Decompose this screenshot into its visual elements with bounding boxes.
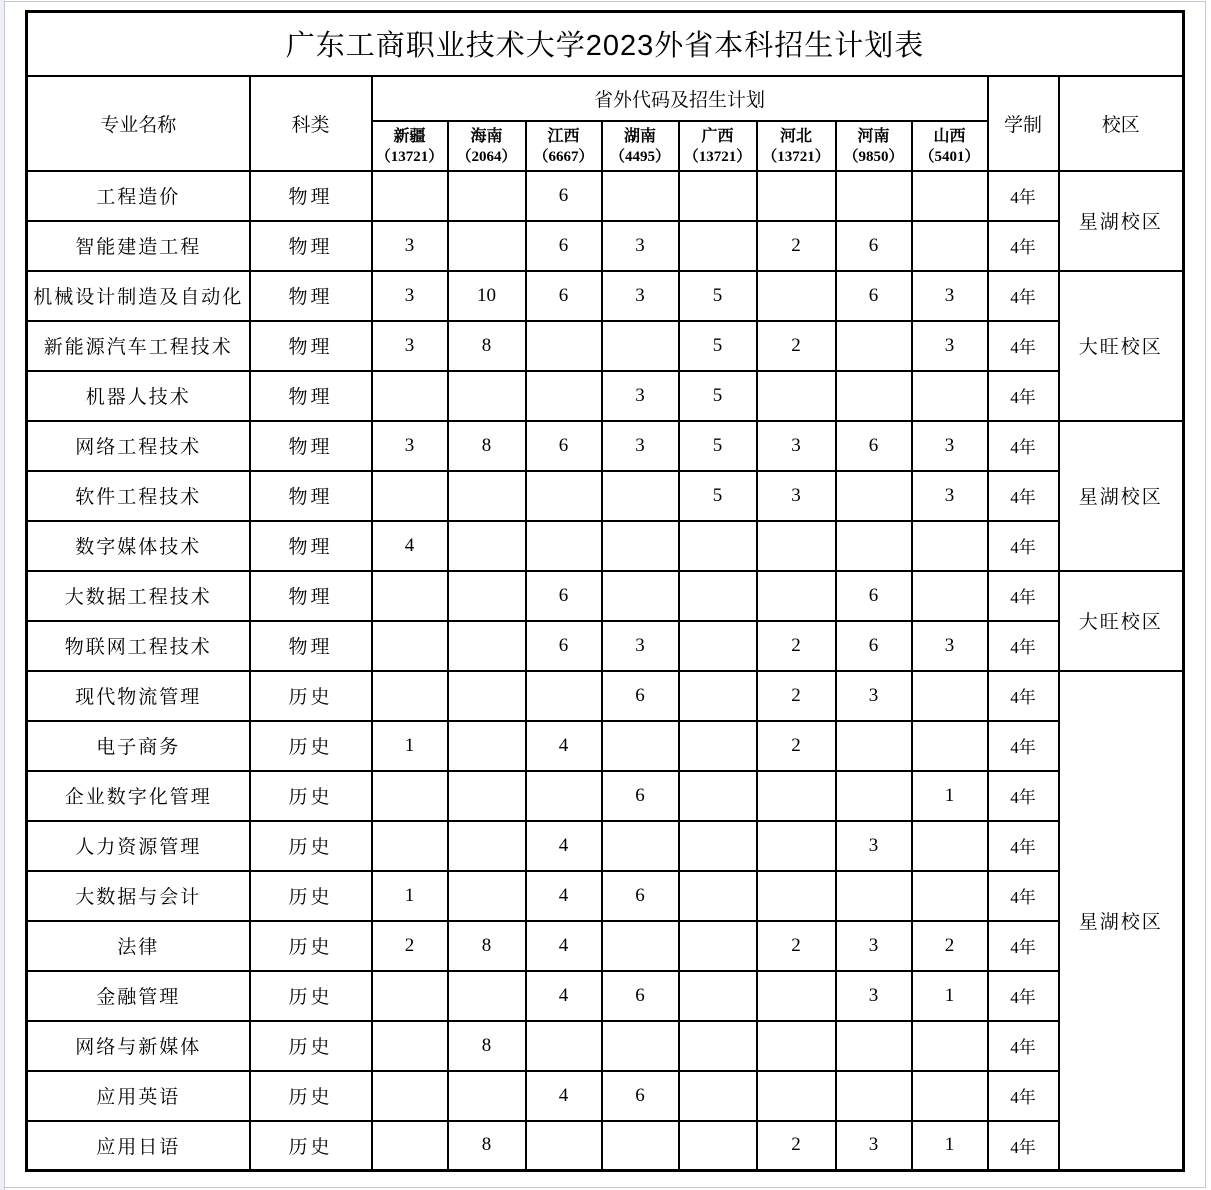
major-cell: 人力资源管理 bbox=[27, 821, 250, 871]
category-cell: 物理 bbox=[250, 421, 372, 471]
category-cell: 物理 bbox=[250, 471, 372, 521]
province-code: （4495） bbox=[609, 148, 670, 165]
plan-cell bbox=[757, 821, 836, 871]
table-row bbox=[27, 471, 1184, 521]
plan-cell bbox=[679, 671, 757, 721]
plan-cell: 8 bbox=[448, 1021, 526, 1071]
plan-cell bbox=[372, 471, 448, 521]
plan-cell: 4 bbox=[526, 821, 602, 871]
duration-cell: 4年 bbox=[988, 1071, 1059, 1121]
plan-cell bbox=[679, 971, 757, 1021]
category-cell: 历史 bbox=[250, 971, 372, 1021]
plan-cell: 6 bbox=[526, 621, 602, 671]
table-row bbox=[27, 621, 1184, 671]
plan-cell: 6 bbox=[526, 421, 602, 471]
plan-cell bbox=[836, 871, 912, 921]
plan-cell bbox=[448, 571, 526, 621]
plan-cell: 2 bbox=[757, 721, 836, 771]
header-row-1 bbox=[27, 76, 1184, 121]
plan-cell bbox=[372, 671, 448, 721]
plan-cell bbox=[448, 171, 526, 221]
duration-cell: 4年 bbox=[988, 871, 1059, 921]
major-cell: 电子商务 bbox=[27, 721, 250, 771]
plan-cell: 2 bbox=[757, 1121, 836, 1171]
plan-cell bbox=[679, 871, 757, 921]
plan-cell bbox=[448, 721, 526, 771]
plan-cell bbox=[912, 871, 988, 921]
category-cell: 历史 bbox=[250, 871, 372, 921]
plan-cell: 3 bbox=[372, 321, 448, 371]
duration-cell: 4年 bbox=[988, 1121, 1059, 1171]
plan-cell: 5 bbox=[679, 371, 757, 421]
plan-cell bbox=[679, 571, 757, 621]
duration-cell: 4年 bbox=[988, 721, 1059, 771]
plan-cell bbox=[372, 971, 448, 1021]
category-cell: 历史 bbox=[250, 921, 372, 971]
plan-cell: 8 bbox=[448, 321, 526, 371]
plan-cell bbox=[912, 671, 988, 721]
plan-cell bbox=[526, 371, 602, 421]
plan-cell bbox=[372, 171, 448, 221]
plan-cell: 3 bbox=[836, 1121, 912, 1171]
plan-cell bbox=[912, 821, 988, 871]
plan-cell: 3 bbox=[912, 421, 988, 471]
plan-cell bbox=[912, 1071, 988, 1121]
plan-cell bbox=[836, 471, 912, 521]
title-row bbox=[27, 12, 1184, 76]
plan-cell bbox=[836, 171, 912, 221]
plan-cell: 3 bbox=[912, 271, 988, 321]
plan-cell bbox=[679, 1021, 757, 1071]
plan-cell bbox=[679, 171, 757, 221]
plan-cell: 6 bbox=[602, 671, 679, 721]
admissions-table bbox=[25, 10, 1185, 1172]
duration-cell: 4年 bbox=[988, 621, 1059, 671]
table-row bbox=[27, 671, 1184, 721]
plan-cell bbox=[448, 671, 526, 721]
plan-cell bbox=[757, 171, 836, 221]
category-cell: 物理 bbox=[250, 171, 372, 221]
category-cell: 物理 bbox=[250, 221, 372, 271]
category-cell: 物理 bbox=[250, 621, 372, 671]
plan-cell bbox=[372, 771, 448, 821]
plan-cell bbox=[602, 171, 679, 221]
plan-cell bbox=[372, 571, 448, 621]
header-major: 专业名称 bbox=[27, 76, 250, 171]
plan-cell: 8 bbox=[448, 1121, 526, 1171]
plan-cell: 4 bbox=[526, 1071, 602, 1121]
major-cell: 新能源汽车工程技术 bbox=[27, 321, 250, 371]
plan-cell: 2 bbox=[757, 921, 836, 971]
plan-cell: 3 bbox=[602, 371, 679, 421]
table-row bbox=[27, 171, 1184, 221]
header-campus: 校区 bbox=[1059, 76, 1184, 171]
table-row bbox=[27, 571, 1184, 621]
plan-cell bbox=[448, 471, 526, 521]
plan-cell bbox=[448, 821, 526, 871]
plan-cell bbox=[836, 371, 912, 421]
plan-cell: 6 bbox=[836, 571, 912, 621]
plan-cell: 1 bbox=[372, 721, 448, 771]
plan-cell bbox=[602, 521, 679, 571]
province-code: （13721） bbox=[683, 148, 752, 165]
category-cell: 历史 bbox=[250, 671, 372, 721]
plan-cell bbox=[757, 571, 836, 621]
plan-cell bbox=[602, 321, 679, 371]
plan-cell bbox=[448, 521, 526, 571]
plan-cell bbox=[679, 771, 757, 821]
province-name: 广西 bbox=[701, 127, 734, 145]
major-cell: 数字媒体技术 bbox=[27, 521, 250, 571]
plan-cell: 5 bbox=[679, 471, 757, 521]
major-cell: 智能建造工程 bbox=[27, 221, 250, 271]
header-province-1 bbox=[372, 121, 448, 171]
campus-cell: 星湖校区 bbox=[1059, 671, 1184, 1171]
plan-cell bbox=[448, 871, 526, 921]
plan-cell: 6 bbox=[526, 171, 602, 221]
plan-cell bbox=[836, 1021, 912, 1071]
plan-cell: 2 bbox=[757, 621, 836, 671]
header-province-7 bbox=[836, 121, 912, 171]
plan-cell: 6 bbox=[602, 971, 679, 1021]
plan-cell: 3 bbox=[836, 971, 912, 1021]
plan-cell: 10 bbox=[448, 271, 526, 321]
major-cell: 应用日语 bbox=[27, 1121, 250, 1171]
plan-cell bbox=[602, 1121, 679, 1171]
plan-cell: 6 bbox=[836, 221, 912, 271]
province-code: （13721） bbox=[375, 148, 444, 165]
plan-cell bbox=[836, 321, 912, 371]
plan-cell: 3 bbox=[602, 421, 679, 471]
plan-cell bbox=[526, 1121, 602, 1171]
plan-cell: 1 bbox=[912, 1121, 988, 1171]
plan-cell: 1 bbox=[912, 971, 988, 1021]
category-cell: 历史 bbox=[250, 721, 372, 771]
province-name: 山西 bbox=[933, 127, 966, 145]
header-province-3 bbox=[526, 121, 602, 171]
duration-cell: 4年 bbox=[988, 771, 1059, 821]
duration-cell: 4年 bbox=[988, 821, 1059, 871]
duration-cell: 4年 bbox=[988, 321, 1059, 371]
plan-cell bbox=[602, 1021, 679, 1071]
plan-cell: 3 bbox=[372, 221, 448, 271]
plan-cell: 3 bbox=[836, 671, 912, 721]
plan-cell bbox=[526, 1021, 602, 1071]
plan-cell: 3 bbox=[912, 471, 988, 521]
plan-cell: 3 bbox=[912, 321, 988, 371]
plan-cell bbox=[836, 521, 912, 571]
plan-cell: 6 bbox=[836, 421, 912, 471]
category-cell: 历史 bbox=[250, 821, 372, 871]
province-name: 湖南 bbox=[623, 127, 656, 145]
major-cell: 网络与新媒体 bbox=[27, 1021, 250, 1071]
province-name: 江西 bbox=[547, 127, 580, 145]
plan-cell bbox=[526, 771, 602, 821]
category-cell: 物理 bbox=[250, 521, 372, 571]
major-cell: 应用英语 bbox=[27, 1071, 250, 1121]
plan-cell: 6 bbox=[836, 621, 912, 671]
plan-cell: 5 bbox=[679, 321, 757, 371]
province-name: 河南 bbox=[857, 127, 890, 145]
table-row bbox=[27, 371, 1184, 421]
duration-cell: 4年 bbox=[988, 171, 1059, 221]
plan-cell bbox=[912, 1021, 988, 1071]
plan-cell: 3 bbox=[602, 221, 679, 271]
plan-cell bbox=[757, 1021, 836, 1071]
category-cell: 物理 bbox=[250, 371, 372, 421]
plan-cell: 3 bbox=[372, 271, 448, 321]
plan-cell: 3 bbox=[372, 421, 448, 471]
plan-cell bbox=[912, 221, 988, 271]
plan-cell bbox=[448, 971, 526, 1021]
header-category: 科类 bbox=[250, 76, 372, 171]
province-name: 海南 bbox=[470, 127, 503, 145]
category-cell: 物理 bbox=[250, 271, 372, 321]
plan-cell bbox=[448, 221, 526, 271]
page-left-edge bbox=[0, 0, 5, 1190]
plan-cell: 2 bbox=[757, 221, 836, 271]
campus-cell: 星湖校区 bbox=[1059, 171, 1184, 271]
plan-cell bbox=[602, 921, 679, 971]
table-row bbox=[27, 871, 1184, 921]
plan-cell bbox=[679, 621, 757, 671]
province-code: （6667） bbox=[533, 148, 594, 165]
header-province-2 bbox=[448, 121, 526, 171]
province-code: （2064） bbox=[456, 148, 517, 165]
plan-cell bbox=[757, 521, 836, 571]
major-cell: 大数据工程技术 bbox=[27, 571, 250, 621]
major-cell: 工程造价 bbox=[27, 171, 250, 221]
plan-cell bbox=[912, 721, 988, 771]
province-code: （9850） bbox=[843, 148, 904, 165]
province-name: 河北 bbox=[779, 127, 812, 145]
table-row bbox=[27, 221, 1184, 271]
category-cell: 历史 bbox=[250, 771, 372, 821]
table-row bbox=[27, 421, 1184, 471]
plan-cell bbox=[757, 1071, 836, 1121]
plan-cell bbox=[836, 1071, 912, 1121]
duration-cell: 4年 bbox=[988, 521, 1059, 571]
plan-cell bbox=[836, 771, 912, 821]
plan-cell: 3 bbox=[757, 471, 836, 521]
header-province-4 bbox=[602, 121, 679, 171]
major-cell: 现代物流管理 bbox=[27, 671, 250, 721]
plan-cell bbox=[912, 371, 988, 421]
plan-cell bbox=[526, 671, 602, 721]
plan-cell bbox=[757, 371, 836, 421]
header-province-6 bbox=[757, 121, 836, 171]
plan-cell: 2 bbox=[372, 921, 448, 971]
major-cell: 机械设计制造及自动化 bbox=[27, 271, 250, 321]
plan-cell bbox=[912, 521, 988, 571]
plan-cell bbox=[448, 371, 526, 421]
header-duration: 学制 bbox=[988, 76, 1059, 171]
plan-cell: 3 bbox=[836, 821, 912, 871]
plan-cell bbox=[372, 821, 448, 871]
major-cell: 大数据与会计 bbox=[27, 871, 250, 921]
plan-cell: 4 bbox=[526, 921, 602, 971]
major-cell: 法律 bbox=[27, 921, 250, 971]
category-cell: 物理 bbox=[250, 321, 372, 371]
duration-cell: 4年 bbox=[988, 571, 1059, 621]
table-row bbox=[27, 271, 1184, 321]
plan-cell: 1 bbox=[372, 871, 448, 921]
plan-cell bbox=[602, 821, 679, 871]
plan-cell bbox=[372, 1021, 448, 1071]
table-row bbox=[27, 1071, 1184, 1121]
plan-cell: 4 bbox=[526, 971, 602, 1021]
plan-cell: 2 bbox=[757, 671, 836, 721]
duration-cell: 4年 bbox=[988, 671, 1059, 721]
campus-cell: 大旺校区 bbox=[1059, 271, 1184, 421]
plan-cell: 6 bbox=[526, 221, 602, 271]
table-header bbox=[27, 12, 1184, 171]
campus-cell: 星湖校区 bbox=[1059, 421, 1184, 571]
category-cell: 历史 bbox=[250, 1071, 372, 1121]
plan-cell bbox=[757, 971, 836, 1021]
plan-cell bbox=[372, 621, 448, 671]
category-cell: 历史 bbox=[250, 1021, 372, 1071]
duration-cell: 4年 bbox=[988, 421, 1059, 471]
major-cell: 软件工程技术 bbox=[27, 471, 250, 521]
plan-cell: 6 bbox=[526, 571, 602, 621]
plan-cell: 3 bbox=[836, 921, 912, 971]
duration-cell: 4年 bbox=[988, 1021, 1059, 1071]
province-code: （5401） bbox=[919, 148, 980, 165]
plan-cell: 6 bbox=[602, 871, 679, 921]
table-row bbox=[27, 971, 1184, 1021]
plan-cell bbox=[602, 471, 679, 521]
major-cell: 机器人技术 bbox=[27, 371, 250, 421]
plan-cell bbox=[448, 771, 526, 821]
plan-cell bbox=[912, 571, 988, 621]
header-province-group: 省外代码及招生计划 bbox=[372, 76, 988, 121]
plan-cell: 6 bbox=[602, 1071, 679, 1121]
campus-cell: 大旺校区 bbox=[1059, 571, 1184, 671]
plan-cell: 6 bbox=[526, 271, 602, 321]
plan-cell: 5 bbox=[679, 421, 757, 471]
plan-cell: 5 bbox=[679, 271, 757, 321]
plan-cell bbox=[679, 721, 757, 771]
plan-cell: 4 bbox=[372, 521, 448, 571]
table-body bbox=[27, 171, 1184, 1171]
plan-cell bbox=[836, 721, 912, 771]
category-cell: 历史 bbox=[250, 1121, 372, 1171]
plan-cell bbox=[448, 1071, 526, 1121]
major-cell: 物联网工程技术 bbox=[27, 621, 250, 671]
table-row bbox=[27, 1121, 1184, 1171]
major-cell: 网络工程技术 bbox=[27, 421, 250, 471]
major-cell: 金融管理 bbox=[27, 971, 250, 1021]
plan-cell: 3 bbox=[602, 271, 679, 321]
table-row bbox=[27, 721, 1184, 771]
table-row bbox=[27, 771, 1184, 821]
province-name: 新疆 bbox=[393, 127, 426, 145]
plan-cell: 4 bbox=[526, 721, 602, 771]
header-province-5 bbox=[679, 121, 757, 171]
plan-cell: 6 bbox=[836, 271, 912, 321]
duration-cell: 4年 bbox=[988, 971, 1059, 1021]
plan-cell: 2 bbox=[757, 321, 836, 371]
plan-cell: 8 bbox=[448, 921, 526, 971]
plan-cell: 3 bbox=[757, 421, 836, 471]
plan-cell: 6 bbox=[602, 771, 679, 821]
plan-cell bbox=[372, 1071, 448, 1121]
plan-cell: 1 bbox=[912, 771, 988, 821]
plan-cell bbox=[757, 871, 836, 921]
plan-cell bbox=[602, 721, 679, 771]
plan-cell bbox=[757, 271, 836, 321]
table-row bbox=[27, 1021, 1184, 1071]
plan-cell bbox=[602, 571, 679, 621]
table-row bbox=[27, 321, 1184, 371]
table-row bbox=[27, 821, 1184, 871]
province-code: （13721） bbox=[762, 148, 830, 165]
plan-cell bbox=[679, 821, 757, 871]
plan-cell bbox=[679, 521, 757, 571]
duration-cell: 4年 bbox=[988, 221, 1059, 271]
plan-cell bbox=[372, 1121, 448, 1171]
plan-cell bbox=[526, 471, 602, 521]
category-cell: 物理 bbox=[250, 571, 372, 621]
major-cell: 企业数字化管理 bbox=[27, 771, 250, 821]
plan-cell bbox=[679, 221, 757, 271]
plan-cell bbox=[912, 171, 988, 221]
duration-cell: 4年 bbox=[988, 921, 1059, 971]
duration-cell: 4年 bbox=[988, 371, 1059, 421]
plan-cell bbox=[448, 621, 526, 671]
plan-cell: 3 bbox=[602, 621, 679, 671]
plan-cell: 2 bbox=[912, 921, 988, 971]
plan-cell: 4 bbox=[526, 871, 602, 921]
table-row bbox=[27, 521, 1184, 571]
plan-cell: 3 bbox=[912, 621, 988, 671]
plan-cell bbox=[679, 1071, 757, 1121]
plan-cell bbox=[679, 1121, 757, 1171]
plan-cell bbox=[757, 771, 836, 821]
plan-cell bbox=[526, 521, 602, 571]
plan-cell bbox=[526, 321, 602, 371]
plan-cell bbox=[679, 921, 757, 971]
table-title: 广东工商职业技术大学2023外省本科招生计划表 bbox=[27, 12, 1184, 76]
table-row bbox=[27, 921, 1184, 971]
duration-cell: 4年 bbox=[988, 471, 1059, 521]
duration-cell: 4年 bbox=[988, 271, 1059, 321]
plan-cell bbox=[372, 371, 448, 421]
header-province-8 bbox=[912, 121, 988, 171]
plan-cell: 8 bbox=[448, 421, 526, 471]
